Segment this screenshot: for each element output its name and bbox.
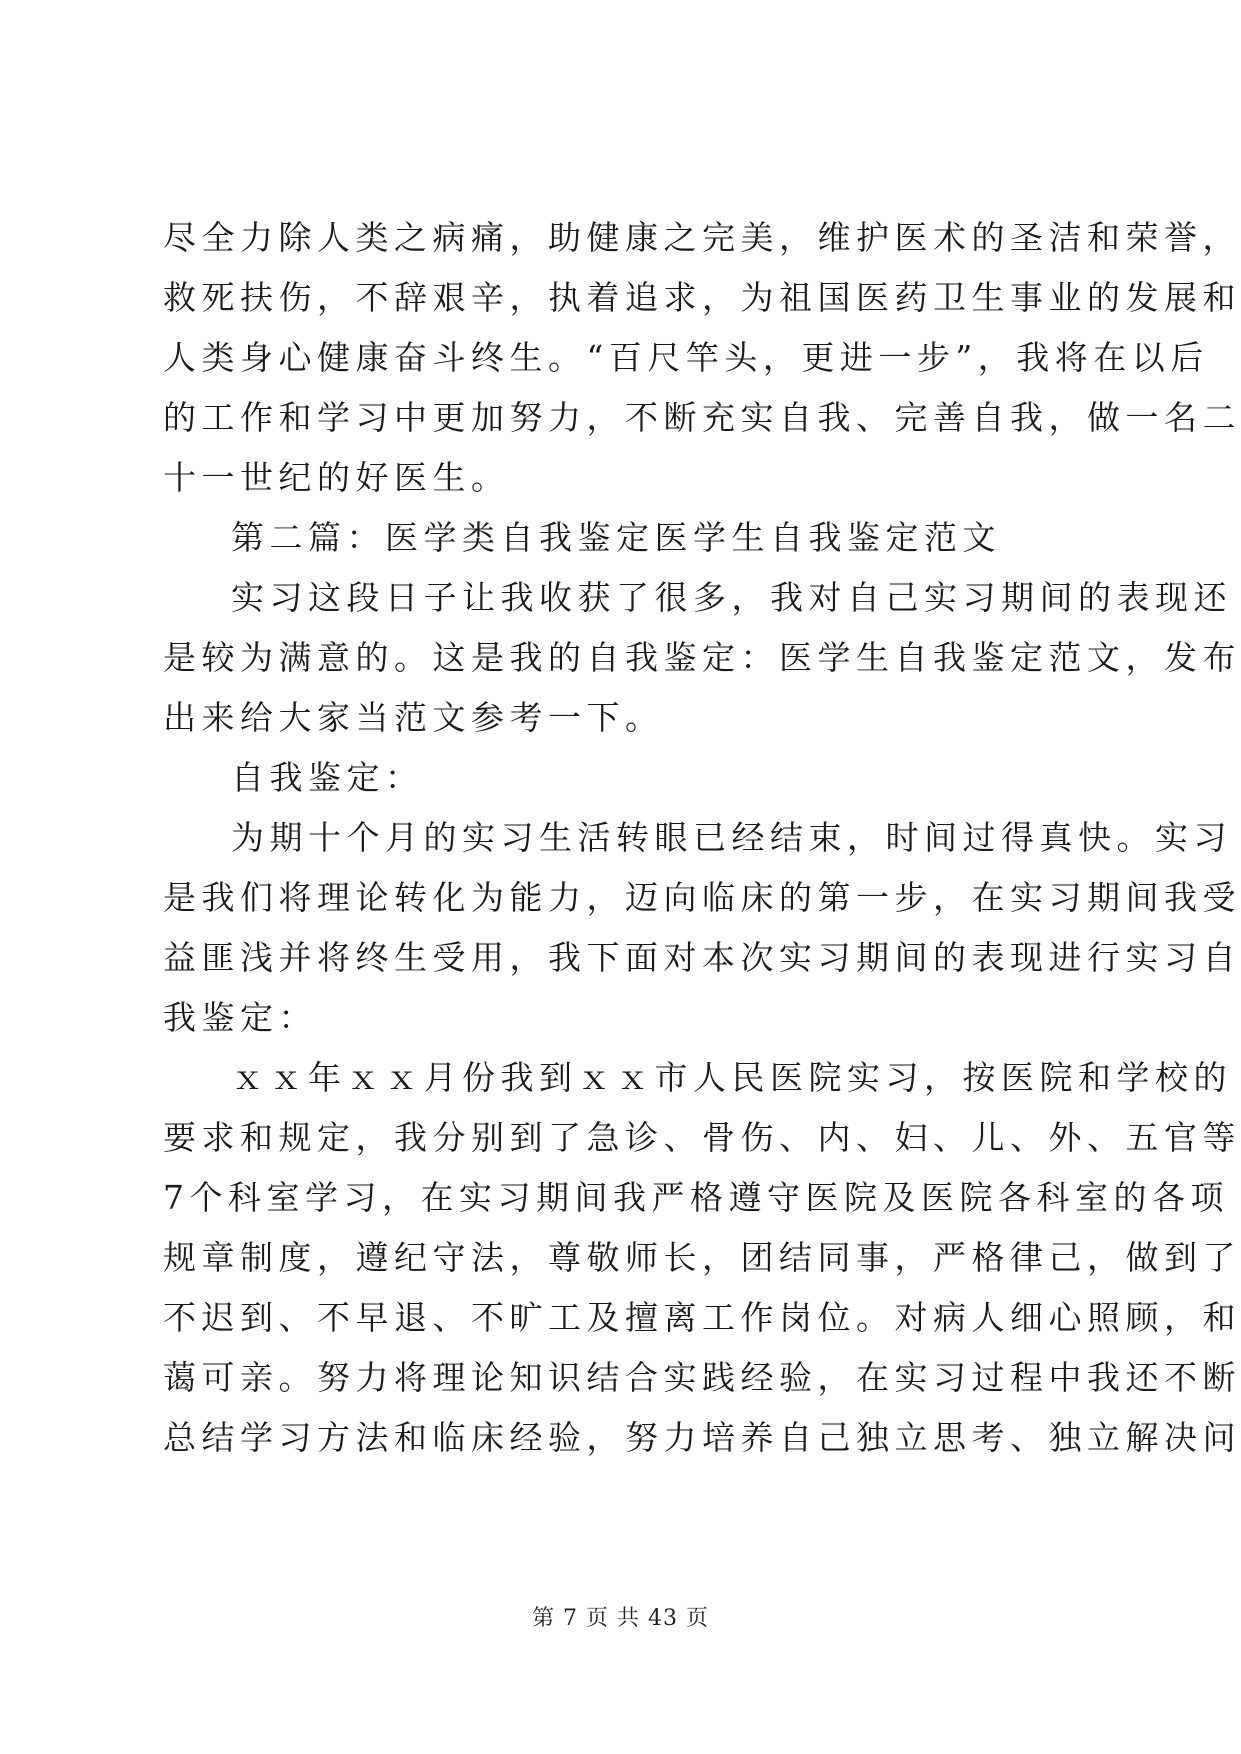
text-line: 是我们将理论转化为能力，迈向临床的第一步，在实习期间我受 <box>163 878 1241 917</box>
text-line: 救死扶伤，不辞艰辛，执着追求，为祖国医药卫生事业的发展和 <box>163 278 1241 317</box>
text-line: 是较为满意的。这是我的自我鉴定：医学生自我鉴定范文，发布 <box>163 638 1241 677</box>
text-line: 的工作和学习中更加努力，不断充实自我、完善自我，做一名二 <box>163 398 1241 437</box>
document-body <box>163 208 1241 1468</box>
text-line: 7个科室学习，在实习期间我严格遵守医院及医院各科室的各项 <box>163 1178 1229 1217</box>
text-line: 规章制度，遵纪守法，尊敬师长，团结同事，严格律己，做到了 <box>163 1238 1241 1277</box>
text-line: 蔼可亲。努力将理论知识结合实践经验，在实习过程中我还不断 <box>163 1358 1241 1397</box>
text-line: 十一世纪的好医生。 <box>163 458 510 497</box>
page-number-footer: 第 7 页 共 43 页 <box>532 1606 709 1631</box>
text-line: 尽全力除人类之病痛，助健康之完美，维护医术的圣洁和荣誉， <box>163 218 1241 257</box>
text-line: ｘｘ年ｘｘ月份我到ｘｘ市人民医院实习，按医院和学校的 <box>231 1058 1232 1097</box>
text-line: 总结学习方法和临床经验，努力培养自己独立思考、独立解决问 <box>163 1418 1241 1457</box>
text-line: 我鉴定： <box>163 998 317 1037</box>
text-line: 为期十个月的实习生活转眼已经结束，时间过得真快。实习 <box>231 818 1232 857</box>
text-line: 自我鉴定： <box>231 758 424 797</box>
text-line: 实习这段日子让我收获了很多，我对自己实习期间的表现还 <box>231 578 1232 617</box>
text-line: 要求和规定，我分别到了急诊、骨伤、内、妇、儿、外、五官等 <box>163 1118 1241 1157</box>
text-line: 出来给大家当范文参考一下。 <box>163 698 664 737</box>
text-line: 人类身心健康奋斗终生。“百尺竿头，更进一步”，我将在以后 <box>163 338 1209 377</box>
text-line: 益匪浅并将终生受用，我下面对本次实习期间的表现进行实习自 <box>163 938 1241 977</box>
text-line: 不迟到、不早退、不旷工及擅离工作岗位。对病人细心照顾，和 <box>163 1298 1241 1337</box>
section-heading: 第二篇：医学类自我鉴定医学生自我鉴定范文 <box>231 518 1001 557</box>
